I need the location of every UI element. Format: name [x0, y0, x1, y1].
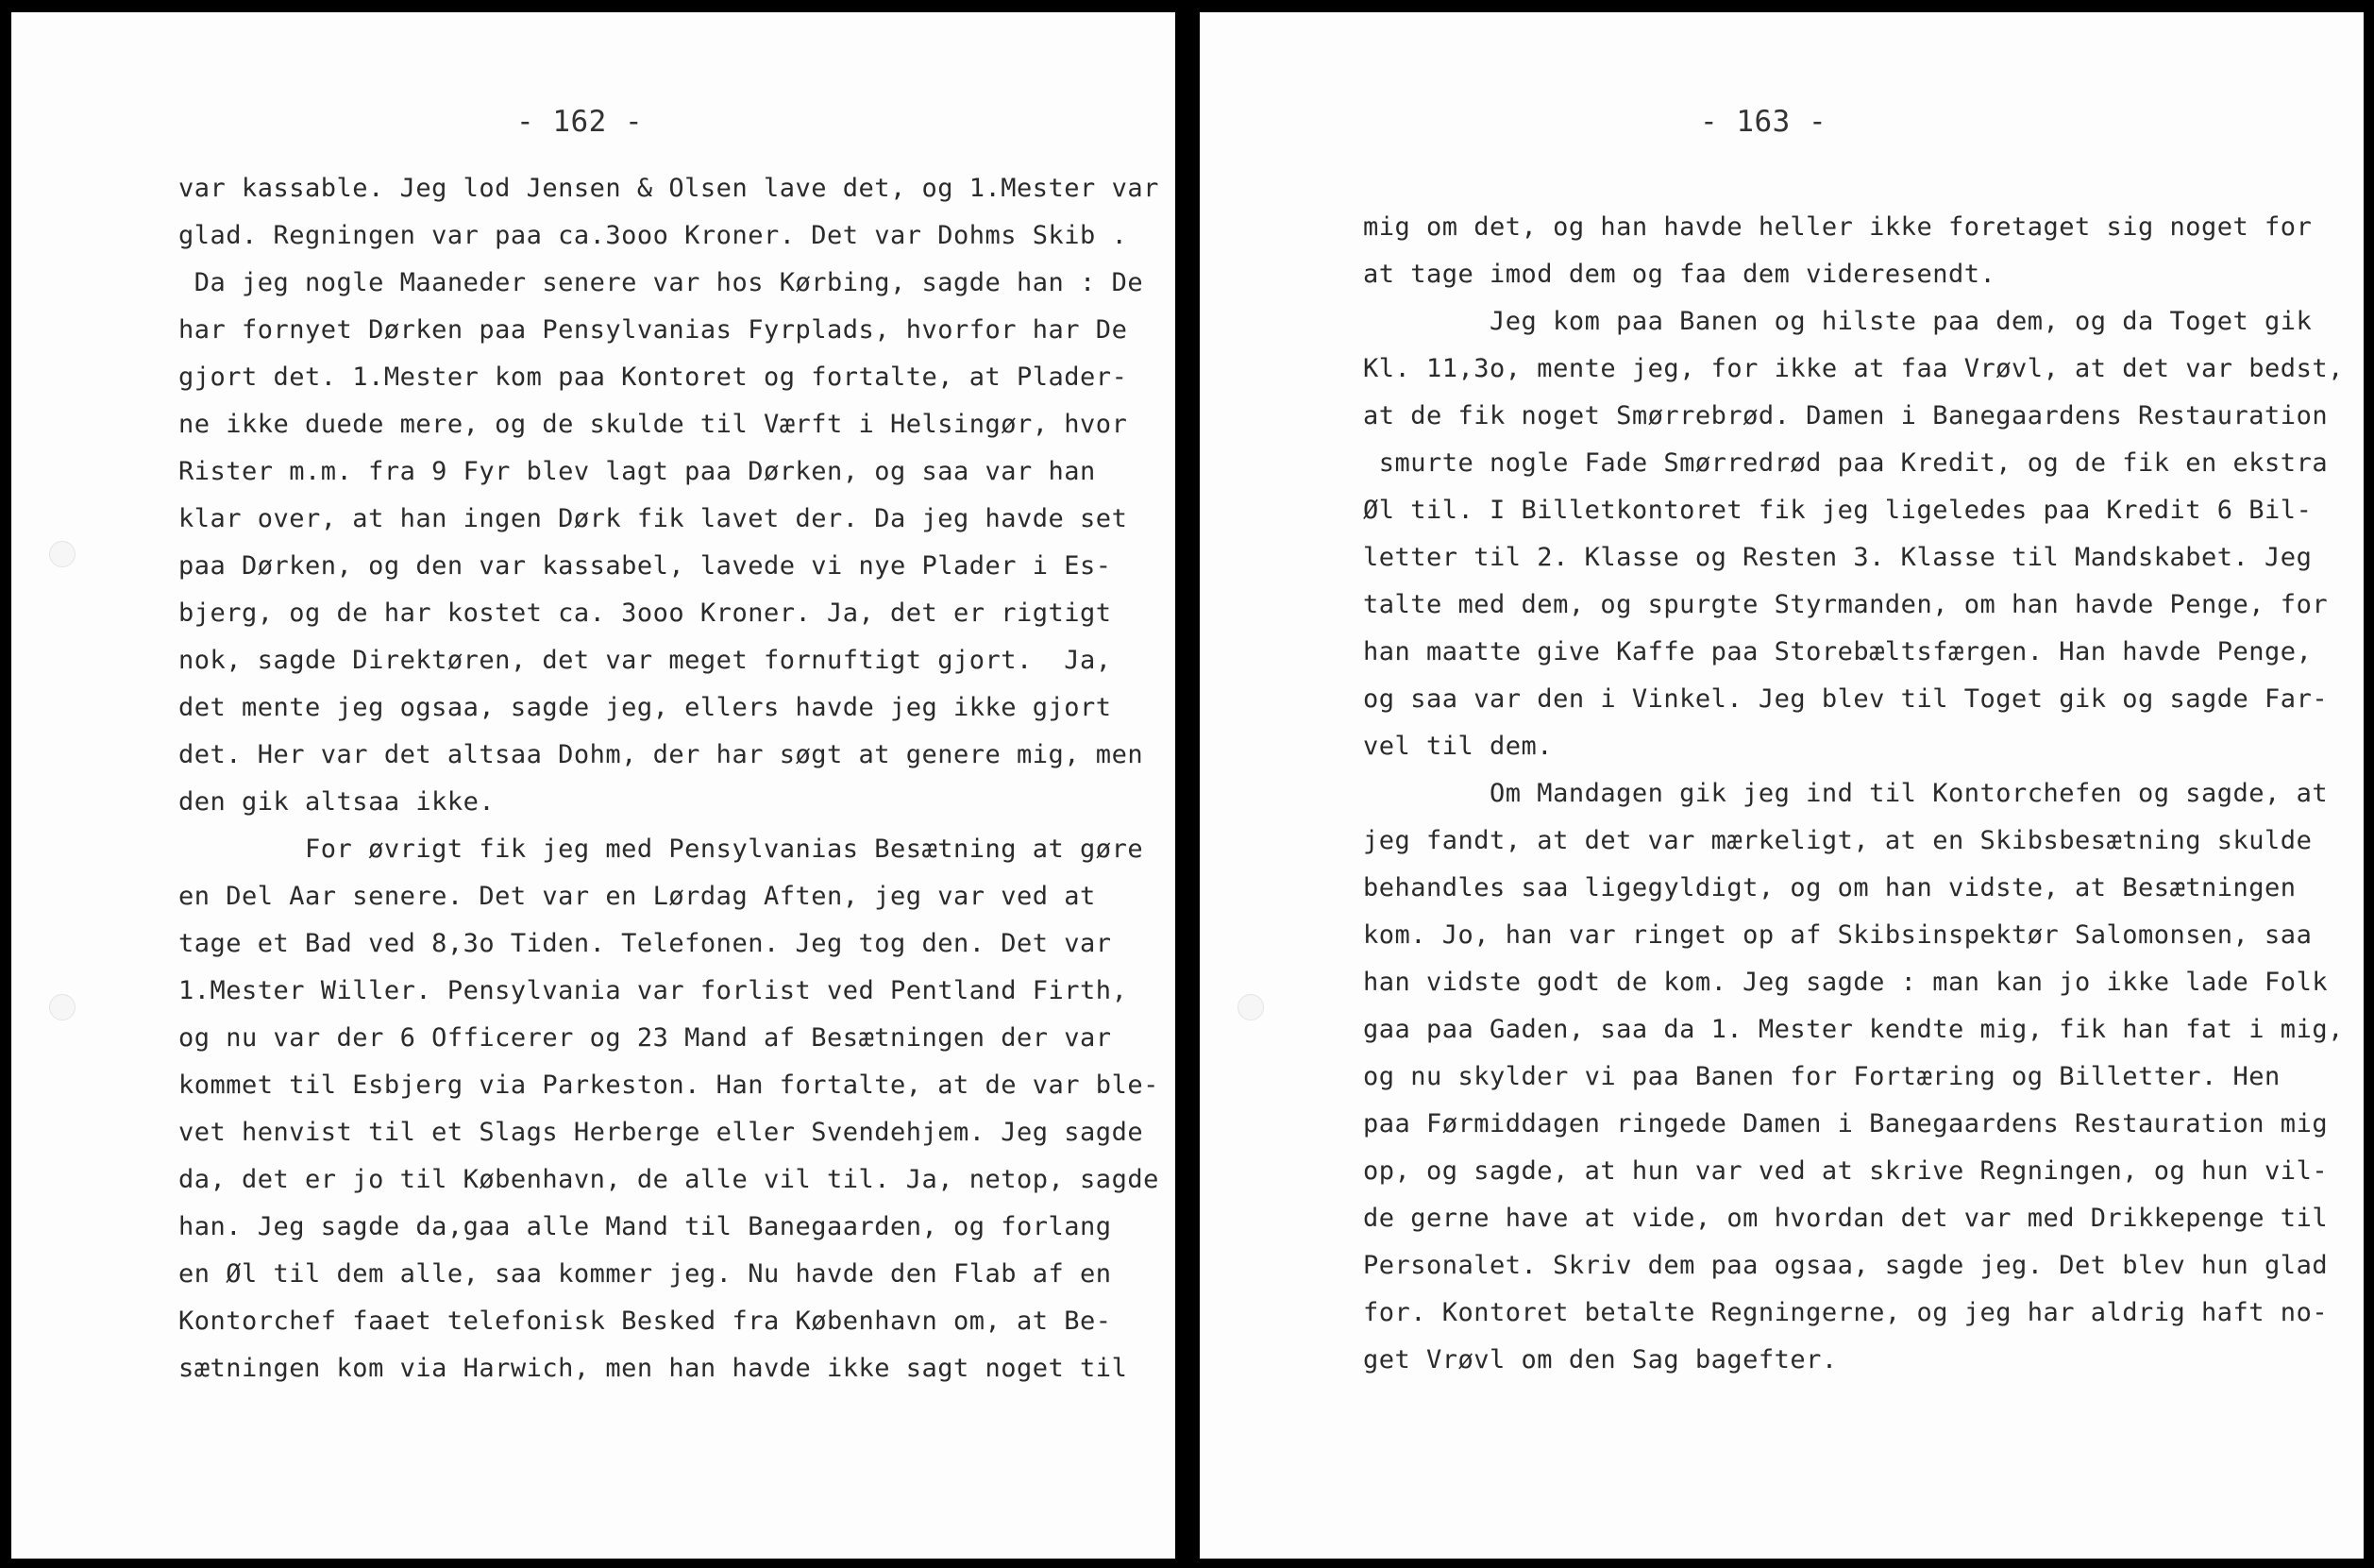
text-line: Kontorchef faaet telefonisk Besked fra København om, at Be- — [178, 1307, 1112, 1336]
text-line: han vidste godt de kom. Jeg sagde : man kan jo ikke lade Folk — [1363, 968, 2329, 997]
text-line: klar over, at han ingen Dørk fik lavet der. Da jeg havde set — [178, 504, 1128, 533]
punch-hole-mark — [49, 994, 76, 1020]
text-line: var kassable. Jeg lod Jensen & Olsen lave det, og 1.Mester var — [178, 174, 1159, 203]
text-line: get Vrøvl om den Sag bagefter. — [1363, 1345, 1838, 1374]
text-line: har fornyet Dørken paa Pensylvanias Fyrplads, hvorfor har De — [178, 315, 1128, 345]
text-line: For øvrigt fik jeg med Pensylvanias Besætning at gøre — [178, 835, 1144, 864]
text-line: behandles saa ligegyldigt, og om han vidste, at Besætningen — [1363, 873, 2297, 902]
text-line: glad. Regningen var paa ca.3ooo Kroner. Det var Dohms Skib . — [178, 221, 1128, 250]
text-line: paa Dørken, og den var kassabel, lavede vi nye Plader i Es- — [178, 551, 1112, 581]
text-line: og nu var der 6 Officerer og 23 Mand af Besætningen der var — [178, 1023, 1112, 1053]
text-line: smurte nogle Fade Smørredrød paa Kredit, og de fik en ekstra — [1363, 448, 2329, 478]
text-line: en Del Aar senere. Det var en Lørdag Aften, jeg var ved at — [178, 882, 1096, 911]
text-line: Rister m.m. fra 9 Fyr blev lagt paa Dørken, og saa var han — [178, 457, 1096, 486]
punch-hole-mark — [49, 541, 76, 567]
text-line: letter til 2. Klasse og Resten 3. Klasse til Mandskabet. Jeg — [1363, 543, 2313, 572]
text-line: for. Kontoret betalte Regningerne, og jeg har aldrig haft no- — [1363, 1298, 2329, 1327]
punch-hole-mark — [1238, 994, 1264, 1020]
text-line: vel til dem. — [1363, 732, 1554, 761]
text-line: tage et Bad ved 8,3o Tiden. Telefonen. Jeg tog den. Det var — [178, 929, 1112, 958]
text-line: Jeg kom paa Banen og hilste paa dem, og da Toget gik — [1363, 307, 2313, 336]
text-line: 1.Mester Willer. Pensylvania var forlist ved Pentland Firth, — [178, 976, 1128, 1005]
text-line: Øl til. I Billetkontoret fik jeg ligeledes paa Kredit 6 Bil- — [1363, 496, 2313, 525]
text-line: nok, sagde Direktøren, det var meget fornuftigt gjort. Ja, — [178, 646, 1112, 675]
text-line: ne ikke duede mere, og de skulde til Værft i Helsingør, hvor — [178, 410, 1128, 439]
text-line: kommet til Esbjerg via Parkeston. Han fortalte, at de var ble- — [178, 1071, 1159, 1100]
text-line: sætningen kom via Harwich, men han havde ikke sagt noget til — [178, 1354, 1128, 1383]
left-page — [11, 12, 1175, 1559]
text-line: gaa paa Gaden, saa da 1. Mester kendte mig, fik han fat i mig, — [1363, 1015, 2344, 1044]
page-number: - 162 - — [516, 105, 644, 139]
text-line: en Øl til dem alle, saa kommer jeg. Nu havde den Flab af en — [178, 1259, 1112, 1289]
text-line: da, det er jo til København, de alle vil til. Ja, netop, sagde — [178, 1165, 1159, 1194]
right-page — [1200, 12, 2364, 1559]
text-line: gjort det. 1.Mester kom paa Kontoret og fortalte, at Plader- — [178, 362, 1128, 392]
text-line: og saa var den i Vinkel. Jeg blev til Toget gik og sagde Far- — [1363, 684, 2329, 714]
text-line: det. Her var det altsaa Dohm, der har søgt at genere mig, men — [178, 740, 1144, 769]
page-number: - 163 - — [1700, 105, 1827, 139]
text-line: op, og sagde, at hun var ved at skrive Regningen, og hun vil- — [1363, 1156, 2329, 1186]
text-line: paa Førmiddagen ringede Damen i Banegaardens Restauration mig — [1363, 1109, 2329, 1138]
text-line: jeg fandt, at det var mærkeligt, at en Skibsbesætning skulde — [1363, 826, 2313, 855]
text-line: og nu skylder vi paa Banen for Fortæring og Billetter. Hen — [1363, 1062, 2281, 1091]
text-line: Da jeg nogle Maaneder senere var hos Kørbing, sagde han : De — [178, 268, 1144, 297]
text-line: bjerg, og de har kostet ca. 3ooo Kroner. Ja, det er rigtigt — [178, 599, 1112, 628]
text-line: de gerne have at vide, om hvordan det var med Drikkepenge til — [1363, 1204, 2329, 1233]
text-line: Personalet. Skriv dem paa ogsaa, sagde jeg. Det blev hun glad — [1363, 1251, 2329, 1280]
text-line: den gik altsaa ikke. — [178, 787, 496, 817]
text-line: at de fik noget Smørrebrød. Damen i Banegaardens Restauration — [1363, 401, 2329, 430]
text-line: at tage imod dem og faa dem videresendt. — [1363, 260, 1996, 289]
text-line: det mente jeg ogsaa, sagde jeg, ellers havde jeg ikke gjort — [178, 693, 1112, 722]
text-line: vet henvist til et Slags Herberge eller Svendehjem. Jeg sagde — [178, 1118, 1144, 1147]
text-line: han maatte give Kaffe paa Storebæltsfærgen. Han havde Penge, — [1363, 637, 2313, 666]
text-line: talte med dem, og spurgte Styrmanden, om han havde Penge, for — [1363, 590, 2329, 619]
text-line: Om Mandagen gik jeg ind til Kontorchefen og sagde, at — [1363, 779, 2329, 808]
text-line: mig om det, og han havde heller ikke foretaget sig noget for — [1363, 212, 2313, 242]
text-line: Kl. 11,3o, mente jeg, for ikke at faa Vrøvl, at det var bedst, — [1363, 354, 2344, 383]
text-line: han. Jeg sagde da,gaa alle Mand til Banegaarden, og forlang — [178, 1212, 1112, 1241]
text-line: kom. Jo, han var ringet op af Skibsinspektør Salomonsen, saa — [1363, 920, 2313, 950]
